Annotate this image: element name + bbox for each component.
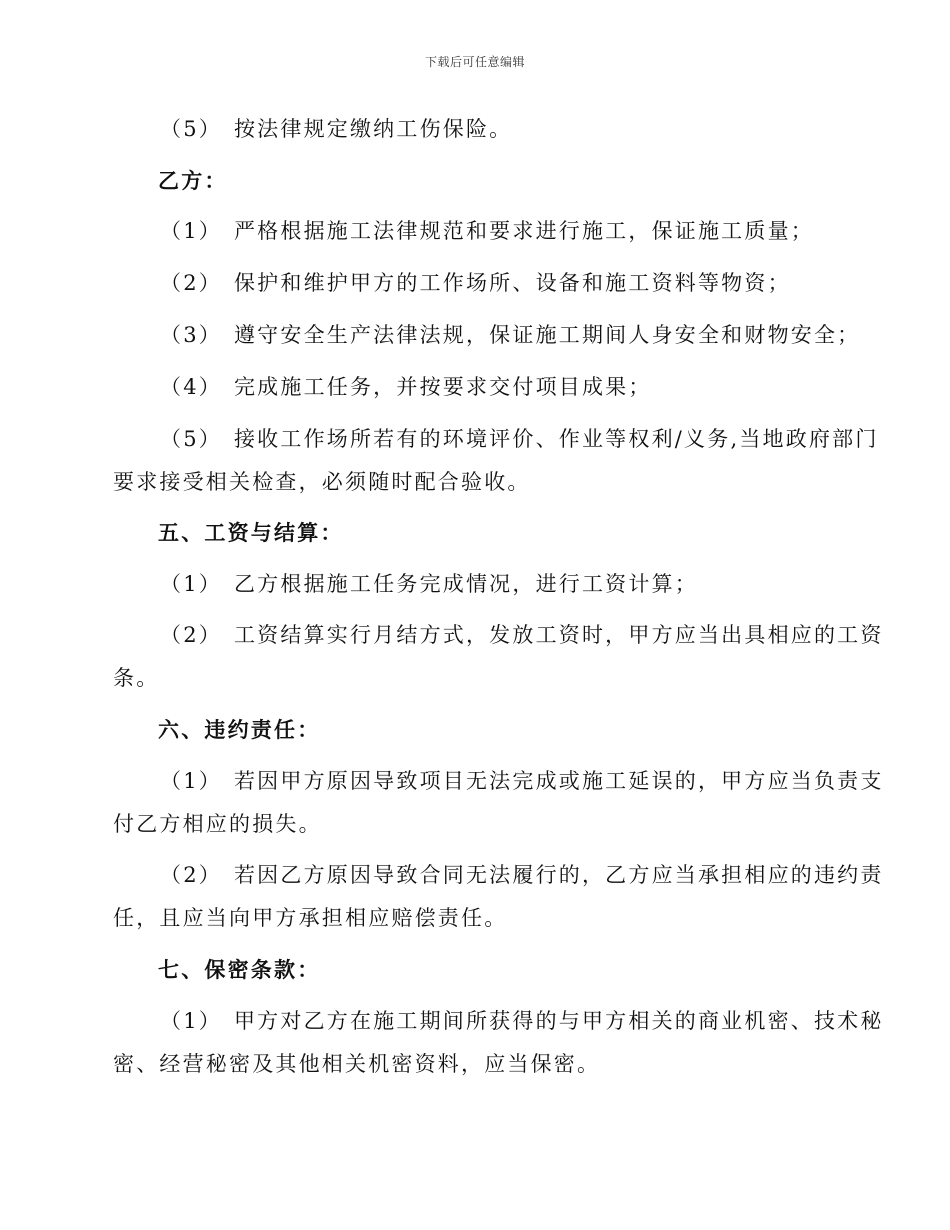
clause-line <box>160 374 652 400</box>
clause-number: （1） <box>160 1009 222 1033</box>
clause-line <box>160 571 698 597</box>
clause-continuation: 密、经营秘密及其他相关机密资料，应当保密。 <box>113 1052 601 1076</box>
clause-text: 按法律规定缴纳工伤保险。 <box>233 117 513 141</box>
clause-text: 乙方根据施工任务完成情况，进行工资计算； <box>233 572 698 596</box>
clause-number: （5） <box>160 117 222 141</box>
clause-number: （2） <box>160 863 222 887</box>
clause-line <box>160 270 791 296</box>
section-heading-party-b: 乙方： <box>158 168 228 193</box>
clause-number: （5） <box>160 427 222 451</box>
clause-number: （2） <box>160 271 222 295</box>
clause-line <box>160 1008 884 1034</box>
clause-line <box>160 768 884 794</box>
clause-number: （1） <box>160 769 222 793</box>
clause-line <box>160 622 884 648</box>
clause-number: （3） <box>160 323 222 347</box>
clause-line <box>160 116 512 142</box>
clause-number: （2） <box>160 623 222 647</box>
section-heading-wages: 五、工资与结算： <box>158 520 344 545</box>
clause-text: 接收工作场所若有的环境评价、作业等权利/义务,当地政府部门 <box>233 427 879 451</box>
section-heading-breach: 六、违约责任： <box>158 717 321 742</box>
clause-line <box>160 426 879 452</box>
clause-text: 若因甲方原因导致项目无法完成或施工延误的，甲方应当负责支 <box>233 769 884 793</box>
clause-number: （1） <box>160 219 222 243</box>
clause-continuation: 任，且应当向甲方承担相应赔偿责任。 <box>113 906 508 930</box>
clause-continuation: 条。 <box>113 666 160 690</box>
clause-continuation: 付乙方相应的损失。 <box>113 812 322 836</box>
clause-text: 保护和维护甲方的工作场所、设备和施工资料等物资； <box>233 271 791 295</box>
clause-text: 若因乙方原因导致合同无法履行的，乙方应当承担相应的违约责 <box>233 863 884 887</box>
clause-number: （4） <box>160 375 222 399</box>
clause-text: 遵守安全生产法律法规，保证施工期间人身安全和财物安全； <box>233 323 861 347</box>
clause-text: 完成施工任务，并按要求交付项目成果； <box>233 375 652 399</box>
clause-line <box>160 218 814 244</box>
clause-number: （1） <box>160 572 222 596</box>
clause-line <box>160 322 860 348</box>
clause-continuation: 要求接受相关检查，必须随时配合验收。 <box>113 470 531 494</box>
page-header: 下载后可任意编辑 <box>424 55 525 69</box>
clause-text: 甲方对乙方在施工期间所获得的与甲方相关的商业机密、技术秘 <box>233 1009 884 1033</box>
clause-text: 工资结算实行月结方式，发放工资时，甲方应当出具相应的工资 <box>233 623 884 647</box>
clause-text: 严格根据施工法律规范和要求进行施工，保证施工质量； <box>233 219 814 243</box>
section-heading-confidentiality: 七、保密条款： <box>158 957 321 982</box>
clause-line <box>160 862 884 888</box>
